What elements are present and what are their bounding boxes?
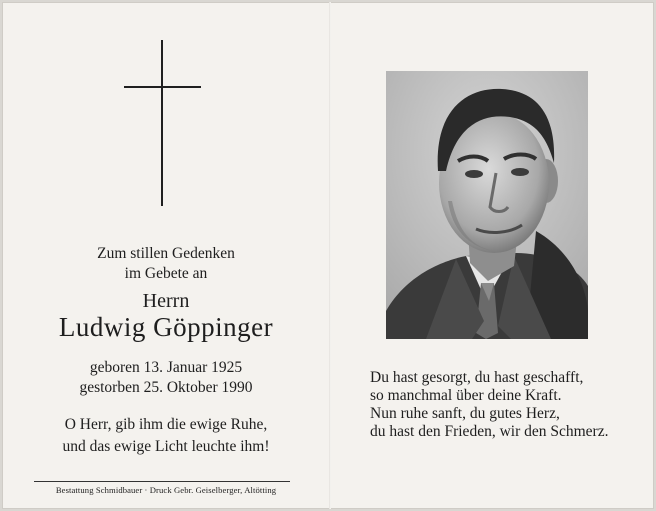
poem-line: so manchmal über deine Kraft. [370,387,562,404]
memorial-line: Zum stillen Gedenken [97,245,235,262]
printer-credit: Bestattung Schmidbauer · Druck Gebr. Geiselberger, Altötting [55,485,277,495]
memorial-card [2,2,654,509]
life-dates [2,358,330,398]
portrait-photo [386,71,588,339]
prayer [2,414,330,458]
death-date: gestorben 25. Oktober 1990 [79,379,253,396]
person-name: Ludwig Göppinger [58,312,274,342]
birth-date: geboren 13. Januar 1925 [89,359,243,376]
portrait-illustration [386,71,588,339]
memorial-line: im Gebete an [124,265,208,282]
poem-line: du hast den Frieden, wir den Schmerz. [370,423,609,440]
memorial-heading [2,244,330,284]
prayer-line: und das ewige Licht leuchte ihm! [62,438,270,455]
footer-rule [34,481,290,482]
poem-line: Nun ruhe sanft, du gutes Herz, [370,405,560,422]
cross-vertical-bar [161,40,163,206]
person-title: Herrn [142,290,190,312]
poem-line: Du hast gesorgt, du hast geschafft, [370,369,584,386]
poem [370,369,620,441]
cross-horizontal-bar [124,86,201,88]
prayer-line: O Herr, gib ihm die ewige Ruhe, [64,416,268,433]
